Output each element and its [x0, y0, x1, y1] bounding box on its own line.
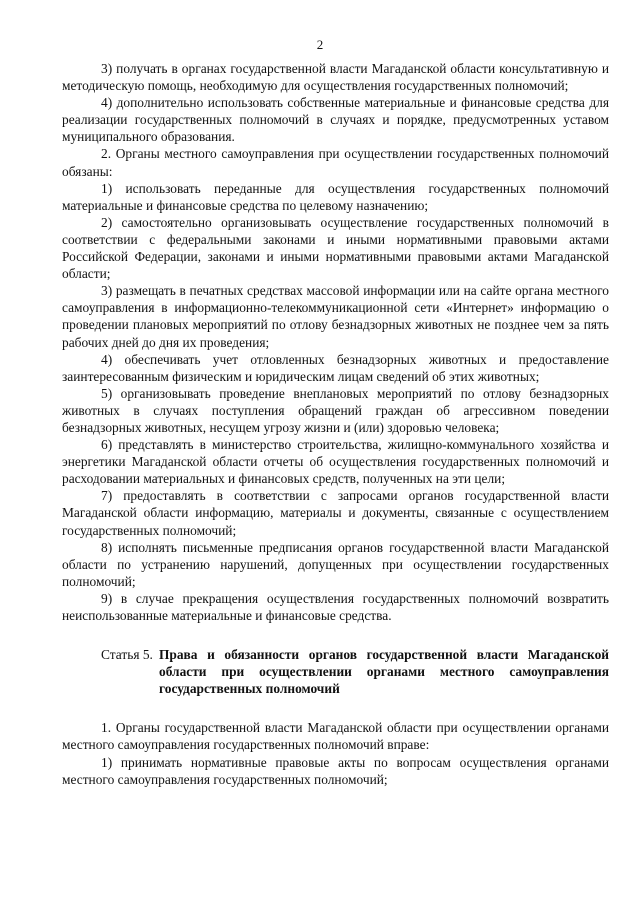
paragraph: 1. Органы государственной власти Магаданской области при осуществлении органами местного самоуправления государственных полномочий вправе: [62, 720, 609, 753]
paragraph: 5) организовывать проведение внеплановых мероприятий по отлову безнадзорных животных в случаях поступления обращений граждан об агрессивном поведении безнадзорных животных, несущем угрозу жизни и (или) здоровью человека; [62, 385, 609, 435]
paragraph: 6) представлять в министерство строительства, жилищно-коммунального хозяйства и энергетики Магаданской области отчеты об осуществления государственных полномочий и расходовании материальных и финансовых средств, полученных на эти цели; [62, 437, 609, 487]
article-number: Статья 5. [101, 647, 153, 663]
document-body [62, 60, 609, 788]
paragraph: 7) предоставлять в соответствии с запросами органов государственной власти Магаданской области информацию, материалы и документы, связанные с осуществлением государственных полномочий; [62, 488, 609, 538]
paragraph: 2. Органы местного самоуправления при осуществлении государственных полномочий обязаны: [62, 146, 609, 179]
spacer [62, 697, 609, 719]
paragraph: 3) размещать в печатных средствах массовой информации или на сайте органа местного самоуправления в информационно-телекоммуникационной сети «Интернет» информацию о проведении плановых мероприятий по отлову безнадзорных животных не позднее чем за пять рабочих дней до дня их проведения; [62, 283, 609, 350]
paragraph: 1) использовать переданные для осуществления государственных полномочий материальные и финансовые средства по целевому назначению; [62, 180, 609, 213]
paragraph: 9) в случае прекращения осуществления государственных полномочий возвратить неиспользованные материальные и финансовые средства. [62, 590, 609, 623]
article-heading [62, 646, 609, 697]
paragraph: 8) исполнять письменные предписания органов государственной власти Магаданской области по устранению нарушений, допущенных при осуществлении государственных полномочий; [62, 539, 609, 589]
paragraph: 3) получать в органах государственной власти Магаданской области консультативную и методическую помощь, необходимую для осуществления государственных полномочий; [62, 61, 609, 94]
paragraph: 2) самостоятельно организовывать осуществление государственных полномочий в соответствии с федеральными законами и иными нормативными правовыми актами Российской Федерации, законами и иными нормативными правовыми актами Магаданской области; [62, 214, 609, 282]
article-title: Права и обязанности органов государственной власти Магаданской области при осуществлении органами местного самоуправления государственных полномочий [159, 647, 609, 697]
paragraph: 1) принимать нормативные правовые акты по вопросам осуществления органами местного самоуправления государственных полномочий; [62, 754, 609, 787]
page-number: 2 [316, 37, 324, 52]
paragraph: 4) обеспечивать учет отловленных безнадзорных животных и предоставление заинтересованным физическим и юридическим лицам сведений об этих животных; [62, 351, 609, 384]
paragraph: 4) дополнительно использовать собственные материальные и финансовые средства для реализации государственных полномочий в случаях и порядке, предусмотренных уставом муниципального образования. [62, 95, 609, 145]
